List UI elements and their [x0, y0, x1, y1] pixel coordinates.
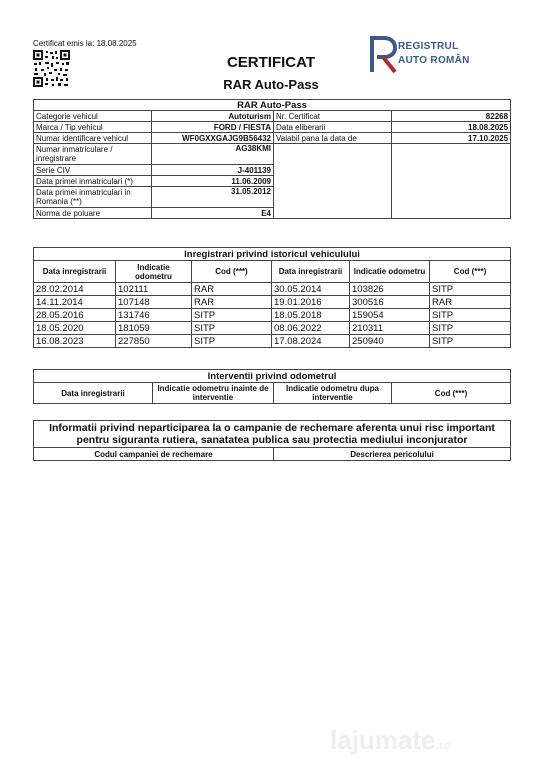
field-label: Norma de poluare	[34, 208, 152, 219]
table-row	[34, 144, 511, 165]
empty-cell	[392, 144, 511, 219]
table-cell: 181059	[116, 322, 192, 335]
field-value: FORD / FIESTA	[152, 122, 274, 133]
table-cell: 28.05.2016	[34, 309, 116, 322]
table-header-row	[34, 448, 511, 461]
table-cell: 18.05.2018	[272, 309, 350, 322]
history-section-title: Inregistrari privind istoricul vehiculului	[34, 248, 511, 261]
certificate-section-title: RAR Auto-Pass	[34, 100, 511, 111]
field-label: Numar identificare vehicul	[34, 133, 152, 144]
table-row	[34, 335, 511, 348]
column-header: Indicatie odometru	[350, 261, 430, 283]
column-header: Data inregistrarii	[272, 261, 350, 283]
column-header: Indicatie odometru dupa interventie	[274, 383, 392, 404]
logo-text-line2: AUTO ROMÂN	[398, 55, 470, 66]
column-header: Cod (***)	[192, 261, 272, 283]
field-value: 82268	[392, 111, 511, 122]
column-header: Cod (***)	[392, 383, 511, 404]
field-value: 11.06.2009	[152, 176, 274, 187]
field-label: Numar inmatriculare / inregistrare	[34, 144, 152, 165]
table-cell: 16.08.2023	[34, 335, 116, 348]
table-cell: 08.06.2022	[272, 322, 350, 335]
column-header: Codul campaniei de rechemare	[34, 448, 274, 461]
page-title: CERTIFICAT	[226, 54, 316, 71]
table-cell: RAR	[192, 283, 272, 296]
field-value: 17.10.2025	[392, 133, 511, 144]
table-cell: 17.08.2024	[272, 335, 350, 348]
table-cell: SITP	[430, 309, 511, 322]
field-label: Data eliberarii	[274, 122, 392, 133]
field-label: Serie CIV	[34, 165, 152, 176]
table-cell: 30.05.2014	[272, 283, 350, 296]
recall-section-title: Informatii privind neparticiparea la o campanie de rechemare aferenta unui risc important pentru siguranta rutiera, sanatatea publica sau protectia mediului inconjurator	[34, 421, 511, 448]
field-label: Valabil pana la data de	[274, 133, 392, 144]
column-header: Data inregistrarii	[34, 261, 116, 283]
table-row	[34, 283, 511, 296]
watermark-text: lajumate	[330, 725, 436, 755]
recall-table	[33, 420, 511, 461]
table-cell: 18.05.2020	[34, 322, 116, 335]
watermark	[330, 725, 451, 756]
page-subtitle: RAR Auto-Pass	[223, 77, 319, 92]
column-header: Indicatie odometru	[116, 261, 192, 283]
odometer-section-title: Interventii privind odometrul	[34, 370, 511, 383]
field-label: Marca / Tip vehicul	[34, 122, 152, 133]
rar-logo-icon	[368, 34, 398, 74]
watermark-suffix: .ro	[435, 738, 451, 752]
table-header-row	[34, 261, 511, 283]
table-cell: RAR	[192, 296, 272, 309]
column-header: Cod (***)	[430, 261, 511, 283]
table-row	[34, 133, 511, 144]
field-label: Nr. Certificat	[274, 111, 392, 122]
table-cell: 19.01.2016	[272, 296, 350, 309]
history-table	[33, 247, 511, 348]
field-value: J-401139	[152, 165, 274, 176]
field-label: Data primei inmatriculari (*)	[34, 176, 152, 187]
column-header: Indicatie odometru inainte de interventie	[153, 383, 274, 404]
table-row	[34, 322, 511, 335]
table-cell: SITP	[192, 322, 272, 335]
table-cell: SITP	[430, 335, 511, 348]
table-cell: SITP	[430, 283, 511, 296]
table-cell: 227850	[116, 335, 192, 348]
table-cell: 107148	[116, 296, 192, 309]
column-header: Descrierea pericolului	[274, 448, 511, 461]
table-cell: 300516	[350, 296, 430, 309]
table-header-row	[34, 383, 511, 404]
field-value: AG38KMI	[152, 144, 274, 165]
table-cell: 28.02.2014	[34, 283, 116, 296]
rar-logo	[368, 34, 488, 74]
table-cell: 14.11.2014	[34, 296, 116, 309]
field-value: E4	[152, 208, 274, 219]
empty-cell	[274, 144, 392, 219]
issue-date: Certificat emis la: 18.08.2025	[33, 39, 137, 48]
column-header: Data inregistrarii	[34, 383, 153, 404]
odometer-table	[33, 369, 511, 404]
field-value: WF0GXXGAJG9B56432	[152, 133, 274, 144]
table-cell: 102111	[116, 283, 192, 296]
table-cell: SITP	[192, 309, 272, 322]
table-row	[34, 111, 511, 122]
field-label: Categorie vehicul	[34, 111, 152, 122]
table-cell: SITP	[430, 322, 511, 335]
logo-text-line1: REGISTRUL	[398, 41, 459, 52]
table-cell: 131746	[116, 309, 192, 322]
certificate-table	[33, 99, 511, 219]
field-value: 18.08.2025	[392, 122, 511, 133]
field-value: 31.05.2012	[152, 187, 274, 208]
table-cell: 250940	[350, 335, 430, 348]
table-row	[34, 122, 511, 133]
table-cell: 103826	[350, 283, 430, 296]
table-cell: 159054	[350, 309, 430, 322]
field-value: Autoturism	[152, 111, 274, 122]
table-row	[34, 309, 511, 322]
table-row	[34, 296, 511, 309]
table-cell: 210311	[350, 322, 430, 335]
table-cell: RAR	[430, 296, 511, 309]
field-label: Data primei inmatriculari in Romania (**)	[34, 187, 152, 208]
table-cell: SITP	[192, 335, 272, 348]
